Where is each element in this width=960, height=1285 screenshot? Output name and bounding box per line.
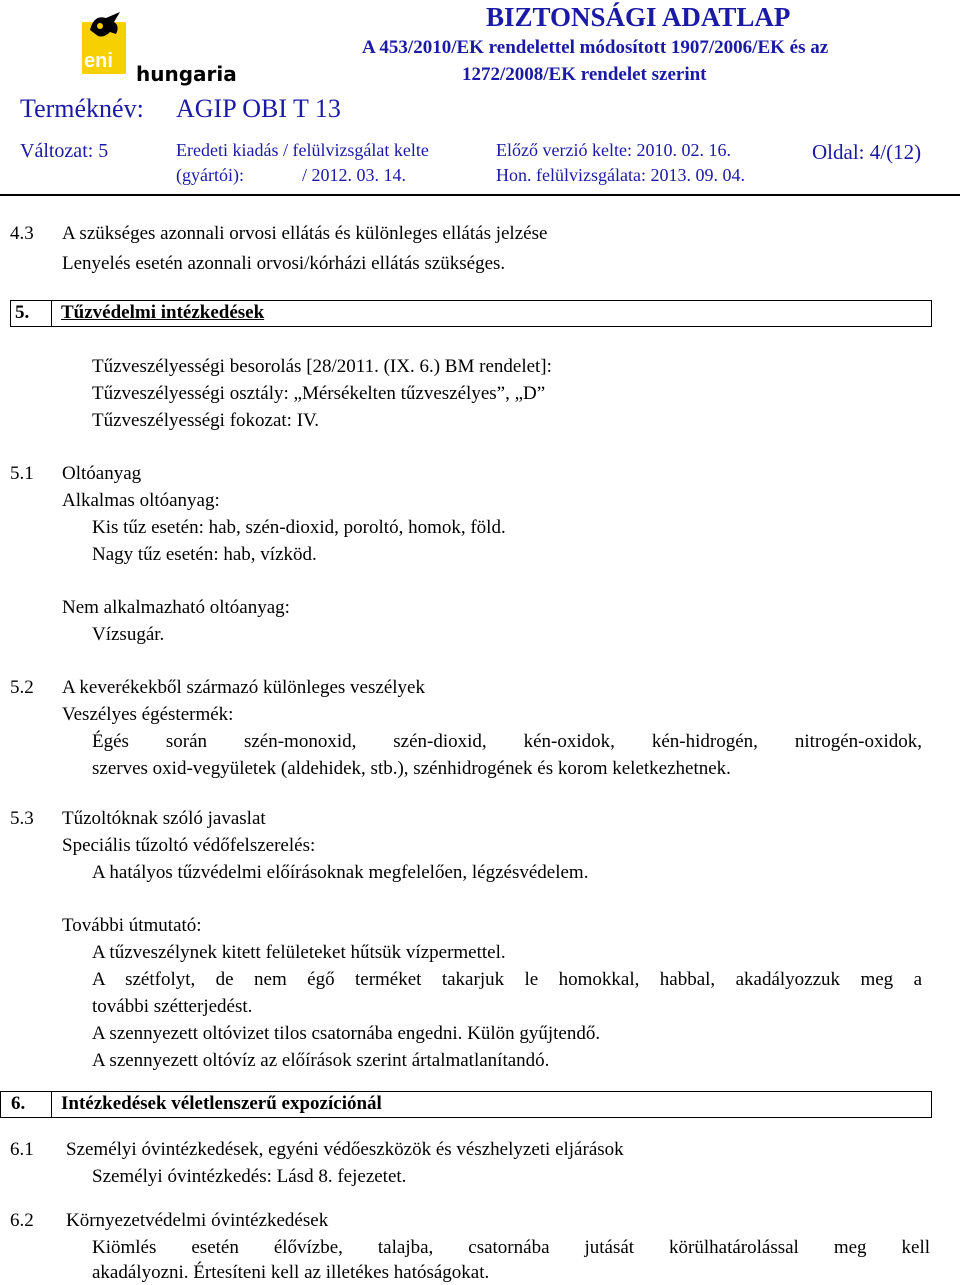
protective-equipment-label: Speciális tűzoltó védőfelszerelés:: [62, 835, 316, 856]
guidance-line-1: A tűzveszélynek kitett felületeket hűtsük vízpermettel.: [92, 942, 506, 963]
section-6-2-number: 6.2: [10, 1210, 34, 1231]
section-5-title: Tűzvédelmi intézkedések: [61, 302, 265, 323]
section-6-2-title: Környezetvédelmi óvintézkedések: [66, 1210, 329, 1231]
protective-equipment: A hatályos tűzvédelmi előírásoknak megfelelően, légzésvédelem.: [92, 862, 589, 883]
section-6-number: 6.: [11, 1093, 26, 1114]
header-divider: [0, 194, 960, 196]
section-6-title: Intézkedések véletlenszerű expozíciónál: [61, 1093, 382, 1114]
logo-text-hungaria: hungaria: [136, 62, 237, 86]
unsuitable-agent-label: Nem alkalmazható oltóanyag:: [62, 597, 290, 618]
section-6-heading: [0, 1091, 932, 1118]
section-5-heading: [10, 300, 932, 327]
product-label: Terméknév:: [20, 94, 144, 123]
combustion-products-line-1: Égés során szén-monoxid, szén-dioxid, kén-oxidok, kén-hidrogén, nitrogén-oxidok,: [92, 731, 922, 752]
hazardous-combustion-label: Veszélyes égéstermék:: [62, 704, 234, 725]
page-number: Oldal: 4/(12): [812, 140, 922, 164]
section-5-3-number: 5.3: [10, 808, 34, 829]
large-fire-agent: Nagy tűz esetén: hab, vízköd.: [92, 544, 317, 565]
suitable-agent-label: Alkalmas oltóanyag:: [62, 490, 220, 511]
version: Változat: 5: [20, 140, 109, 162]
small-fire-agent: Kis tűz esetén: hab, szén-dioxid, poroltó, homok, föld.: [92, 517, 506, 538]
section-5-2-title: A keverékekből származó különleges veszélyek: [62, 677, 425, 698]
fire-classification: Tűzveszélyességi besorolás [28/2011. (IX. 6.) BM rendelet]:: [92, 356, 552, 377]
guidance-line-2: A szétfolyt, de nem égő terméket takarjuk le homokkal, habbal, akadályozzuk meg a: [92, 969, 922, 990]
section-4-3-title: A szükséges azonnali orvosi ellátás és különleges ellátás jelzése: [62, 223, 548, 244]
section-6-1-title: Személyi óvintézkedések, egyéni védőeszközök és vészhelyzeti eljárások: [66, 1139, 624, 1160]
environmental-precautions-line-1: Kiömlés esetén élővízbe, talajba, csatornába jutását körülhatárolással meg kell: [92, 1237, 930, 1258]
further-guidance-label: További útmutató:: [62, 915, 202, 936]
fire-class: Tűzveszélyességi osztály: „Mérsékelten tűzveszélyes”, „D”: [92, 383, 546, 404]
section-6-divider: [51, 1092, 52, 1117]
issue-label: Eredeti kiadás / felülvizsgálat kelte: [176, 140, 429, 160]
guidance-line-5: A szennyezett oltóvíz az előírások szerint ártalmatlanítandó.: [92, 1050, 550, 1071]
previous-version-date: Előző verzió kelte: 2010. 02. 16.: [496, 140, 731, 160]
environmental-precautions-line-2: akadályozni. Értesíteni kell az illetékes hatóságokat.: [92, 1262, 490, 1283]
unsuitable-agent: Vízsugár.: [92, 624, 165, 645]
hon-review-date: Hon. felülvizsgálata: 2013. 09. 04.: [496, 165, 745, 185]
combustion-products-line-2: szerves oxid-vegyületek (aldehidek, stb.), szénhidrogének és korom keletkezhetnek.: [92, 758, 731, 779]
section-4-3-number: 4.3: [10, 223, 34, 244]
personal-precautions: Személyi óvintézkedés: Lásd 8. fejezetet.: [92, 1166, 407, 1187]
regulation-line-1: A 453/2010/EK rendelettel módosított 1907/2006/EK és az: [362, 37, 829, 58]
section-4-3-text: Lenyelés esetén azonnali orvosi/kórházi ellátás szükséges.: [62, 253, 506, 274]
section-5-number: 5.: [15, 302, 30, 323]
product-name: AGIP OBI T 13: [176, 94, 341, 123]
fire-degree: Tűzveszélyességi fokozat: IV.: [92, 410, 320, 431]
regulation-line-2: 1272/2008/EK rendelet szerint: [462, 64, 707, 85]
section-5-1-title: Oltóanyag: [62, 463, 142, 484]
guidance-line-4: A szennyezett oltóvizet tilos csatornába engedni. Külön gyűjtendő.: [92, 1023, 601, 1044]
section-6-1-number: 6.1: [10, 1139, 34, 1160]
section-5-2-number: 5.2: [10, 677, 34, 698]
section-5-3-title: Tűzoltóknak szóló javaslat: [62, 808, 266, 829]
logo-brand-eni: eni: [84, 50, 113, 72]
eni-logo: [80, 8, 237, 88]
document-title: BIZTONSÁGI ADATLAP: [486, 2, 791, 32]
issue-sub: (gyártói):: [176, 165, 244, 185]
section-5-divider: [51, 301, 52, 326]
issue-date: / 2012. 03. 14.: [302, 165, 407, 185]
section-5-1-number: 5.1: [10, 463, 34, 484]
guidance-line-3: további szétterjedést.: [92, 996, 253, 1017]
